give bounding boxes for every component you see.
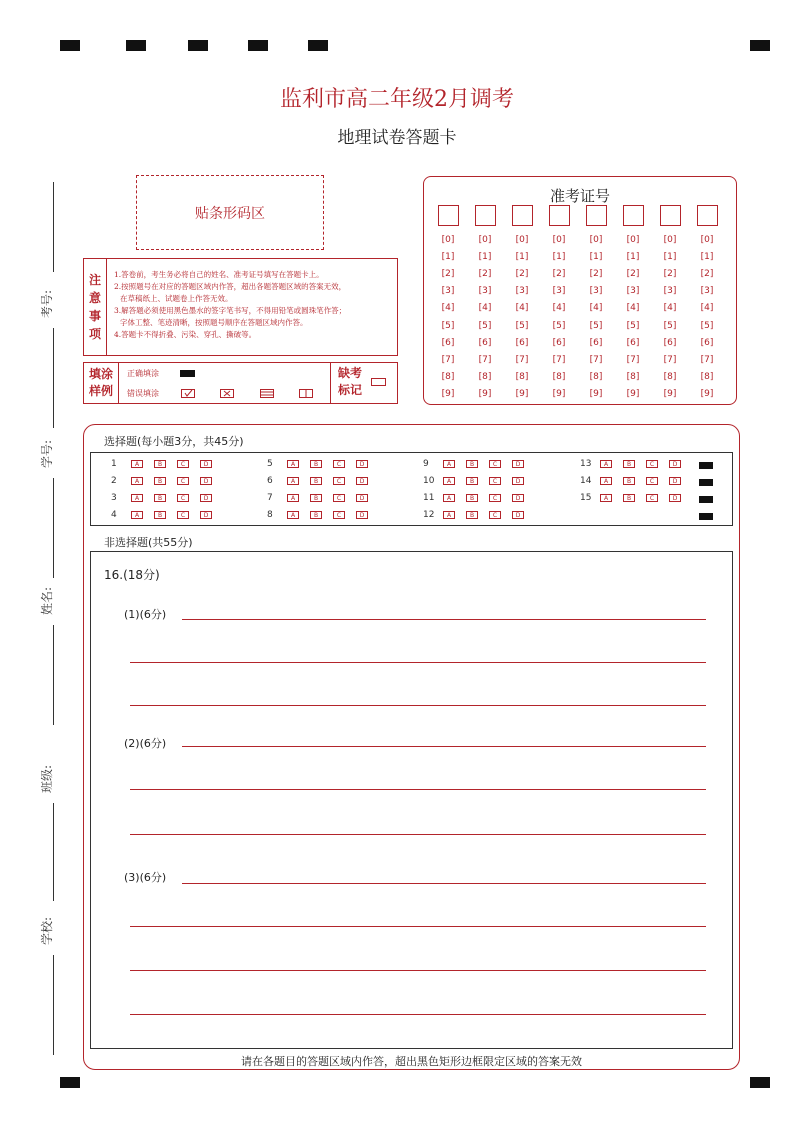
exam-id-digit-option[interactable]: [5]: [441, 320, 455, 331]
choice-grid: [90, 452, 733, 526]
exam-id-digit-box[interactable]: [475, 205, 496, 226]
exam-id-digit-option[interactable]: [1]: [478, 252, 492, 263]
choice-bubble[interactable]: B: [623, 460, 635, 468]
choice-bubble[interactable]: B: [466, 494, 478, 502]
choice-bubble[interactable]: A: [287, 477, 299, 485]
exam-id-digit-option[interactable]: [3]: [663, 286, 677, 297]
exam-id-digit-option[interactable]: [8]: [663, 371, 677, 382]
exam-id-digit-option[interactable]: [7]: [589, 354, 603, 365]
choice-bubble[interactable]: D: [356, 511, 368, 519]
exam-id-digit-option[interactable]: [0]: [552, 235, 566, 245]
exam-id-digit-option[interactable]: [1]: [589, 252, 603, 263]
choice-bubble[interactable]: C: [646, 494, 658, 502]
timing-mark: [699, 513, 713, 520]
choice-bubble[interactable]: D: [512, 460, 524, 468]
registration-mark: [750, 40, 770, 51]
part-3-label: (3)(6分): [124, 871, 167, 884]
exam-id-digit-option[interactable]: [9]: [626, 388, 640, 399]
exam-id-digit-option[interactable]: [4]: [441, 303, 455, 314]
exam-id-digit-option[interactable]: [8]: [552, 371, 566, 382]
exam-id-digit-option[interactable]: [6]: [552, 337, 566, 348]
exam-id-digit-option[interactable]: [9]: [589, 388, 603, 399]
answer-line[interactable]: [182, 746, 706, 747]
exam-id-digit-option[interactable]: [2]: [478, 269, 492, 280]
exam-id-digit-option[interactable]: [5]: [552, 320, 566, 331]
exam-id-digit-option[interactable]: [5]: [478, 320, 492, 331]
choice-bubble[interactable]: B: [310, 460, 322, 468]
choice-bubble[interactable]: C: [489, 477, 501, 485]
exam-id-title: 准考证号: [549, 187, 610, 205]
answer-line[interactable]: [130, 789, 706, 790]
exam-id-digit-option[interactable]: [3]: [478, 286, 492, 297]
exam-id-digit-option[interactable]: [4]: [552, 303, 566, 314]
choice-bubble[interactable]: B: [310, 511, 322, 519]
exam-id-digit-option[interactable]: [1]: [700, 252, 714, 263]
choice-bubble[interactable]: D: [200, 477, 212, 485]
exam-id-digit-option[interactable]: [0]: [441, 235, 455, 245]
note-item: 1.答卷前，考生务必将自己的姓名、准考证号填写在答题卡上。: [114, 270, 324, 279]
choice-bubble[interactable]: C: [333, 460, 345, 468]
question-number: 8: [267, 510, 273, 520]
correct-fill-label: 正确填涂: [127, 369, 159, 378]
side-line: [53, 955, 54, 1055]
wrong-fill-check-icon: [181, 389, 195, 398]
exam-id-digit-option[interactable]: [6]: [700, 337, 714, 348]
exam-id-digit-box[interactable]: [660, 205, 681, 226]
choice-bubble[interactable]: A: [287, 511, 299, 519]
exam-id-digit-option[interactable]: [6]: [478, 337, 492, 348]
exam-id-digit-option[interactable]: [1]: [515, 252, 529, 263]
exam-id-digit-option[interactable]: [9]: [478, 388, 492, 399]
exam-id-digit-option[interactable]: [3]: [626, 286, 640, 297]
exam-id-digit-option[interactable]: [4]: [626, 303, 640, 314]
page-subtitle: 地理试卷答题卡: [337, 128, 457, 148]
exam-id-digit-option[interactable]: [4]: [589, 303, 603, 314]
choice-bubble[interactable]: B: [466, 460, 478, 468]
choice-bubble[interactable]: A: [131, 511, 143, 519]
exam-id-digit-option[interactable]: [8]: [589, 371, 603, 382]
exam-id-digit-option[interactable]: [3]: [515, 286, 529, 297]
choice-bubble[interactable]: C: [333, 477, 345, 485]
choice-bubble[interactable]: D: [200, 460, 212, 468]
answer-line[interactable]: [130, 662, 706, 663]
exam-id-digit-option[interactable]: [3]: [552, 286, 566, 297]
part-2-label: (2)(6分): [124, 737, 167, 750]
choice-bubble[interactable]: C: [177, 477, 189, 485]
choice-bubble[interactable]: A: [443, 460, 455, 468]
choice-bubble[interactable]: B: [154, 511, 166, 519]
exam-id-digit-option[interactable]: [6]: [663, 337, 677, 348]
exam-id-digit-option[interactable]: [2]: [589, 269, 603, 280]
choice-bubble[interactable]: D: [356, 494, 368, 502]
choice-bubble[interactable]: D: [669, 477, 681, 485]
fill-sample-box: [83, 362, 398, 404]
question-number: 6: [267, 476, 273, 486]
exam-id-digit-option[interactable]: [7]: [700, 354, 714, 365]
choice-bubble[interactable]: A: [287, 460, 299, 468]
note-item: 2.按照题号在对应的答题区域内作答，超出各题答题区域的答案无效，: [114, 282, 347, 291]
fill-divider: [330, 363, 331, 403]
choice-bubble[interactable]: A: [131, 477, 143, 485]
registration-mark: [248, 40, 268, 51]
fill-sample-label: 填涂 样例: [84, 363, 119, 403]
answer-line[interactable]: [130, 1014, 706, 1015]
exam-id-digit-option[interactable]: [8]: [478, 371, 492, 382]
choice-section-title: 选择题(每小题3分，共45分): [104, 435, 244, 448]
choice-bubble[interactable]: B: [623, 494, 635, 502]
choice-bubble[interactable]: A: [131, 494, 143, 502]
choice-bubble[interactable]: D: [512, 494, 524, 502]
answer-line[interactable]: [182, 883, 706, 884]
wrong-fill-cross-icon: [220, 389, 234, 398]
question-number: 3: [111, 493, 117, 503]
choice-bubble[interactable]: C: [646, 477, 658, 485]
exam-id-digit-box[interactable]: [697, 205, 718, 226]
exam-id-digit-option[interactable]: [1]: [663, 252, 677, 263]
exam-id-digit-option[interactable]: [8]: [441, 371, 455, 382]
side-label-xingming: 姓名:: [40, 586, 54, 615]
exam-id-digit-option[interactable]: [7]: [552, 354, 566, 365]
side-line: [53, 625, 54, 725]
exam-id-digit-option[interactable]: [7]: [626, 354, 640, 365]
note-item: 在草稿纸上、试题卷上作答无效。: [120, 294, 233, 303]
exam-id-digit-option[interactable]: [1]: [552, 252, 566, 263]
choice-bubble[interactable]: B: [154, 460, 166, 468]
choice-bubble[interactable]: D: [200, 511, 212, 519]
exam-id-digit-option[interactable]: [9]: [515, 388, 529, 399]
choice-bubble[interactable]: A: [287, 494, 299, 502]
correct-fill-mark: [180, 370, 195, 377]
choice-bubble[interactable]: B: [623, 477, 635, 485]
registration-mark: [750, 1077, 770, 1088]
exam-id-digit-option[interactable]: [9]: [552, 388, 566, 399]
exam-id-digit-option[interactable]: [0]: [515, 235, 529, 245]
exam-id-digit-option[interactable]: [7]: [515, 354, 529, 365]
question-16-label: 16.(18分): [104, 568, 160, 582]
exam-id-digit-box[interactable]: [623, 205, 644, 226]
exam-id-digit-option[interactable]: [4]: [663, 303, 677, 314]
exam-id-digit-option[interactable]: [8]: [626, 371, 640, 382]
choice-bubble[interactable]: B: [310, 494, 322, 502]
exam-id-digit-option[interactable]: [2]: [626, 269, 640, 280]
exam-id-digit-option[interactable]: [4]: [478, 303, 492, 314]
choice-bubble[interactable]: C: [333, 511, 345, 519]
exam-id-digit-option[interactable]: [1]: [441, 252, 455, 263]
choice-bubble[interactable]: C: [489, 494, 501, 502]
exam-id-digit-option[interactable]: [2]: [700, 269, 714, 280]
question-number: 12: [423, 510, 435, 520]
exam-id-digit-option[interactable]: [5]: [700, 320, 714, 331]
choice-bubble[interactable]: B: [154, 477, 166, 485]
choice-bubble[interactable]: D: [512, 477, 524, 485]
choice-bubble[interactable]: B: [466, 477, 478, 485]
exam-id-box: [423, 176, 737, 405]
timing-mark: [699, 462, 713, 469]
exam-id-digit-option[interactable]: [1]: [626, 252, 640, 263]
side-line: [53, 328, 54, 428]
exam-id-digit-box[interactable]: [586, 205, 607, 226]
question-number: 2: [111, 476, 117, 486]
exam-id-digit-box[interactable]: [549, 205, 570, 226]
choice-bubble[interactable]: A: [443, 477, 455, 485]
question-number: 13: [580, 459, 592, 469]
choice-bubble[interactable]: D: [669, 494, 681, 502]
exam-id-digit-option[interactable]: [7]: [663, 354, 677, 365]
exam-id-digit-option[interactable]: [0]: [626, 235, 640, 245]
registration-mark: [188, 40, 208, 51]
exam-id-digit-option[interactable]: [2]: [515, 269, 529, 280]
choice-bubble[interactable]: A: [131, 460, 143, 468]
choice-bubble[interactable]: A: [600, 460, 612, 468]
nonchoice-section-title: 非选择题(共55分): [104, 536, 193, 549]
notes-box: [83, 258, 398, 356]
exam-id-digit-option[interactable]: [9]: [441, 388, 455, 399]
timing-mark: [699, 479, 713, 486]
exam-id-digit-option[interactable]: [2]: [441, 269, 455, 280]
choice-bubble[interactable]: C: [489, 460, 501, 468]
question-number: 4: [111, 510, 117, 520]
note-item: 3.解答题必须使用黑色墨水的签字笔书写，不得用铅笔或圆珠笔作答；: [114, 306, 347, 315]
choice-bubble[interactable]: A: [600, 494, 612, 502]
exam-id-digit-option[interactable]: [0]: [663, 235, 677, 245]
exam-id-digit-box[interactable]: [438, 205, 459, 226]
choice-bubble[interactable]: A: [443, 494, 455, 502]
exam-id-digit-option[interactable]: [6]: [589, 337, 603, 348]
exam-id-digit-option[interactable]: [2]: [552, 269, 566, 280]
exam-id-digit-option[interactable]: [7]: [478, 354, 492, 365]
absent-label: 缺考 标记: [338, 366, 363, 397]
exam-id-digit-option[interactable]: [0]: [589, 235, 603, 245]
note-item: 字体工整、笔迹清晰，按照题号顺序在答题区域内作答。: [120, 318, 308, 327]
footer-note: 请在各题目的答题区域内作答，超出黑色矩形边框限定区域的答案无效: [241, 1055, 582, 1068]
side-label-xuehao: 学号:: [40, 439, 54, 468]
exam-id-digit-option[interactable]: [8]: [515, 371, 529, 382]
side-label-kaohao: 考号:: [40, 289, 54, 318]
wrong-fill-half-icon: [299, 389, 313, 398]
answer-line[interactable]: [130, 705, 706, 706]
choice-bubble[interactable]: A: [600, 477, 612, 485]
choice-bubble[interactable]: C: [646, 460, 658, 468]
question-number: 1: [111, 459, 117, 469]
wrong-fill-label: 错误填涂: [127, 389, 159, 398]
wrong-fill-partial-icon: [260, 389, 274, 398]
choice-bubble[interactable]: D: [200, 494, 212, 502]
side-line: [53, 803, 54, 901]
side-label-banji: 班级:: [40, 764, 54, 793]
choice-bubble[interactable]: C: [333, 494, 345, 502]
answer-line[interactable]: [130, 970, 706, 971]
exam-id-digit-option[interactable]: [7]: [441, 354, 455, 365]
question-number: 10: [423, 476, 435, 486]
choice-bubble[interactable]: A: [443, 511, 455, 519]
answer-line[interactable]: [182, 619, 706, 620]
exam-id-digit-option[interactable]: [3]: [700, 286, 714, 297]
exam-id-digit-box[interactable]: [512, 205, 533, 226]
exam-id-digit-option[interactable]: [6]: [441, 337, 455, 348]
exam-id-digit-option[interactable]: [4]: [700, 303, 714, 314]
exam-id-digit-option[interactable]: [9]: [663, 388, 677, 399]
choice-bubble[interactable]: C: [177, 460, 189, 468]
question-number: 5: [267, 459, 273, 469]
exam-id-digit-option[interactable]: [5]: [626, 320, 640, 331]
exam-id-digit-option[interactable]: [8]: [700, 371, 714, 382]
registration-mark: [60, 1077, 80, 1088]
nonchoice-box: [90, 551, 733, 1049]
side-line: [53, 478, 54, 578]
choice-bubble[interactable]: D: [512, 511, 524, 519]
notes-list: [114, 269, 394, 341]
exam-id-digit-option[interactable]: [0]: [700, 235, 714, 245]
registration-mark: [126, 40, 146, 51]
choice-bubble[interactable]: D: [669, 460, 681, 468]
absent-mark-box[interactable]: [371, 378, 386, 386]
choice-bubble[interactable]: D: [356, 460, 368, 468]
timing-mark: [699, 496, 713, 503]
exam-id-digit-option[interactable]: [3]: [589, 286, 603, 297]
question-number: 11: [423, 493, 435, 503]
exam-id-digit-option[interactable]: [5]: [515, 320, 529, 331]
registration-mark: [308, 40, 328, 51]
choice-bubble[interactable]: B: [466, 511, 478, 519]
question-number: 9: [423, 459, 429, 469]
question-number: 14: [580, 476, 592, 486]
exam-id-digit-option[interactable]: [4]: [515, 303, 529, 314]
registration-mark: [60, 40, 80, 51]
question-number: 7: [267, 493, 273, 503]
notes-label: 注 意 事 项: [84, 259, 107, 355]
choice-bubble[interactable]: D: [356, 477, 368, 485]
exam-id-digit-option[interactable]: [6]: [626, 337, 640, 348]
exam-id-digit-option[interactable]: [0]: [478, 235, 492, 245]
page-title: 监利市高二年级2月调考: [280, 87, 514, 112]
side-line: [53, 182, 54, 272]
choice-bubble[interactable]: C: [489, 511, 501, 519]
question-number: 15: [580, 493, 592, 503]
choice-bubble[interactable]: C: [177, 511, 189, 519]
choice-bubble[interactable]: B: [310, 477, 322, 485]
exam-id-digit-option[interactable]: [6]: [515, 337, 529, 348]
part-1-label: (1)(6分): [124, 608, 167, 621]
exam-id-digit-option[interactable]: [3]: [441, 286, 455, 297]
exam-id-digit-option[interactable]: [5]: [663, 320, 677, 331]
answer-line[interactable]: [130, 926, 706, 927]
barcode-area: 贴条形码区: [136, 175, 324, 250]
exam-id-digit-option[interactable]: [5]: [589, 320, 603, 331]
side-label-xuexiao: 学校:: [40, 916, 54, 945]
choice-bubble[interactable]: B: [154, 494, 166, 502]
exam-id-digit-option[interactable]: [2]: [663, 269, 677, 280]
exam-id-digit-option[interactable]: [9]: [700, 388, 714, 399]
choice-bubble[interactable]: C: [177, 494, 189, 502]
answer-line[interactable]: [130, 834, 706, 835]
note-item: 4.答题卡不得折叠、污染、穿孔、撕破等。: [114, 330, 257, 339]
